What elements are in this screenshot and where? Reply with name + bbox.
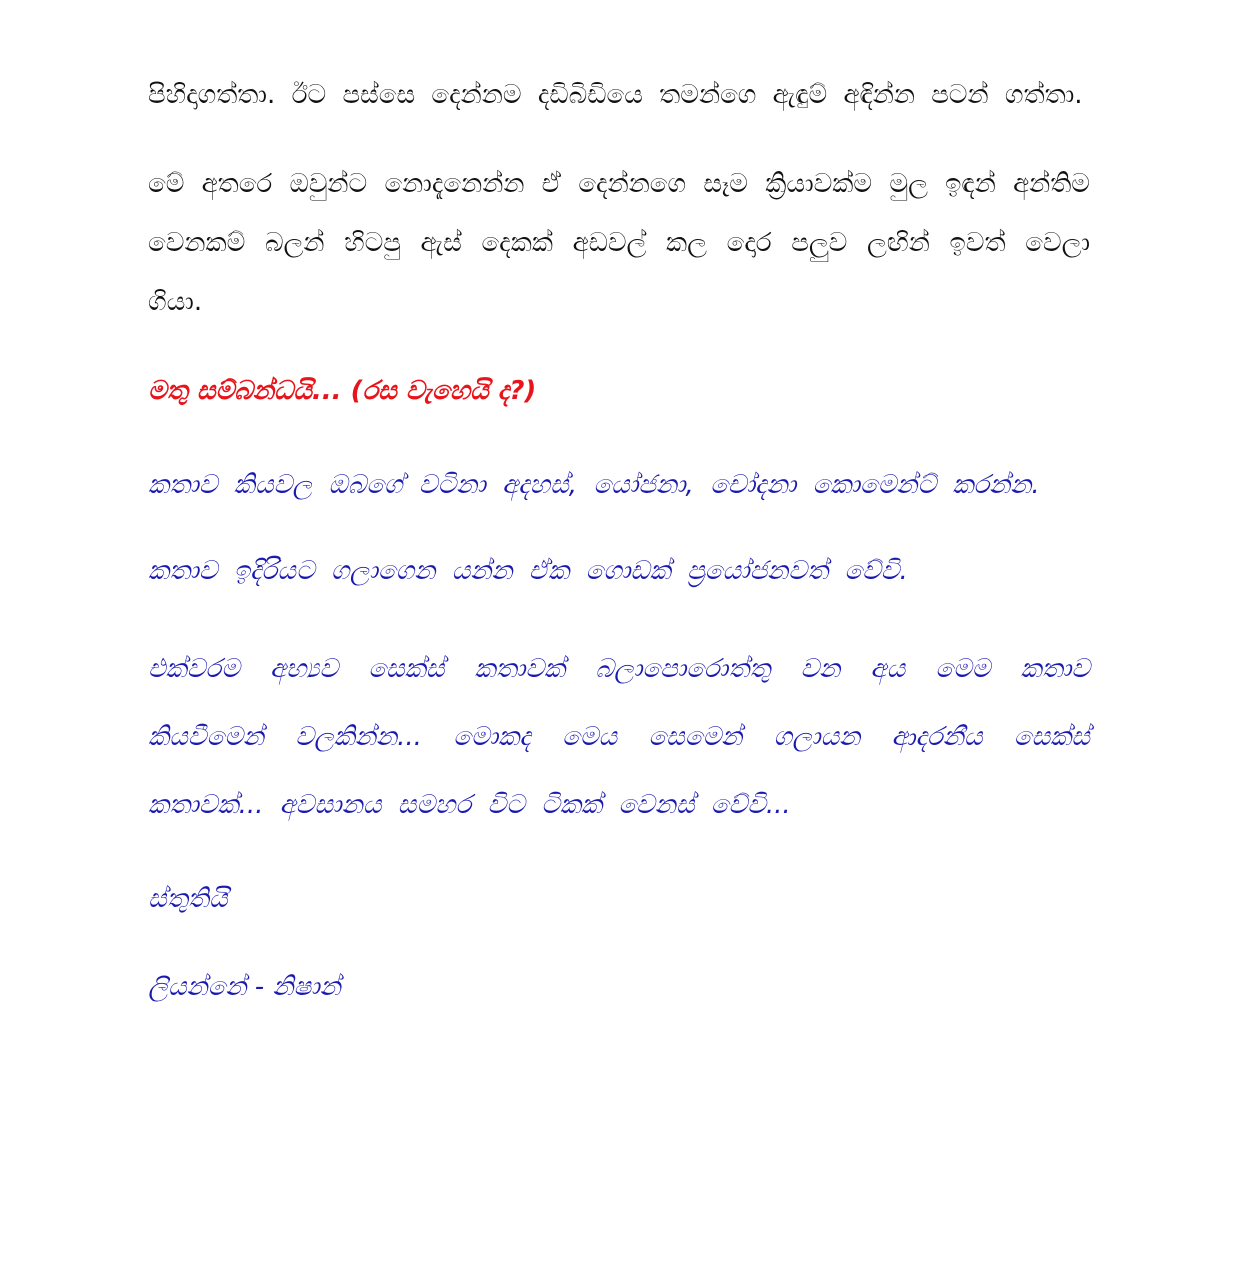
note-paragraph-2: කතාව ඉදිරියට ගලාගෙන යන්න ඒක ගොඩක් ප්‍රයෝජනවත් වේවි. <box>148 556 908 586</box>
to-be-continued-heading: මතු සම්බන්ධයි... (රස වැහෙයි ද?) <box>148 376 537 406</box>
document-page <box>148 66 1090 1045</box>
note-paragraph-3: එක්වරම අභ්‍යව සෙක්ස් කතාවක් බලාපොරොත්තු වන අය මෙම කතාව කියවීමෙන් වලකින්න... මොකද මෙය සෙමෙන් ගලායන ආදරනීය සෙක්ස් කතාවක්... අවසානය සමහර විට ටිකක් වෙනස් වේවි... <box>148 654 1090 820</box>
author-signature: ලියන්නේ - නිෂාන් <box>148 972 341 1002</box>
note-paragraph-1: කතාව කියවල ඔබගේ වටිනා අදහස්, යෝජනා, චෝදනා කොමෙන්ට් කරන්න. <box>148 470 1040 500</box>
story-paragraph-1: පිහිදාගත්තා. ඊට පස්සෙ දෙන්නම දඩිබිඩියෙ තමන්ගෙ ඇඳුම් අඳින්න පටන් ගත්තා. <box>148 80 1083 110</box>
story-paragraph-2: මේ අතරෙ ඔවුන්ට නොදැනෙන්න ඒ දෙන්නගෙ සෑම ක්‍රියාවක්ම මුල ඉඳන් අන්තිම වෙනකම් බලන් හිටපු ඇස් දෙකක් අඩවල් කල දොර පලුව ලඟින් ඉවත් වෙලා ගියා. <box>148 169 1090 317</box>
thanks-text: ස්තුතියි <box>148 884 228 914</box>
